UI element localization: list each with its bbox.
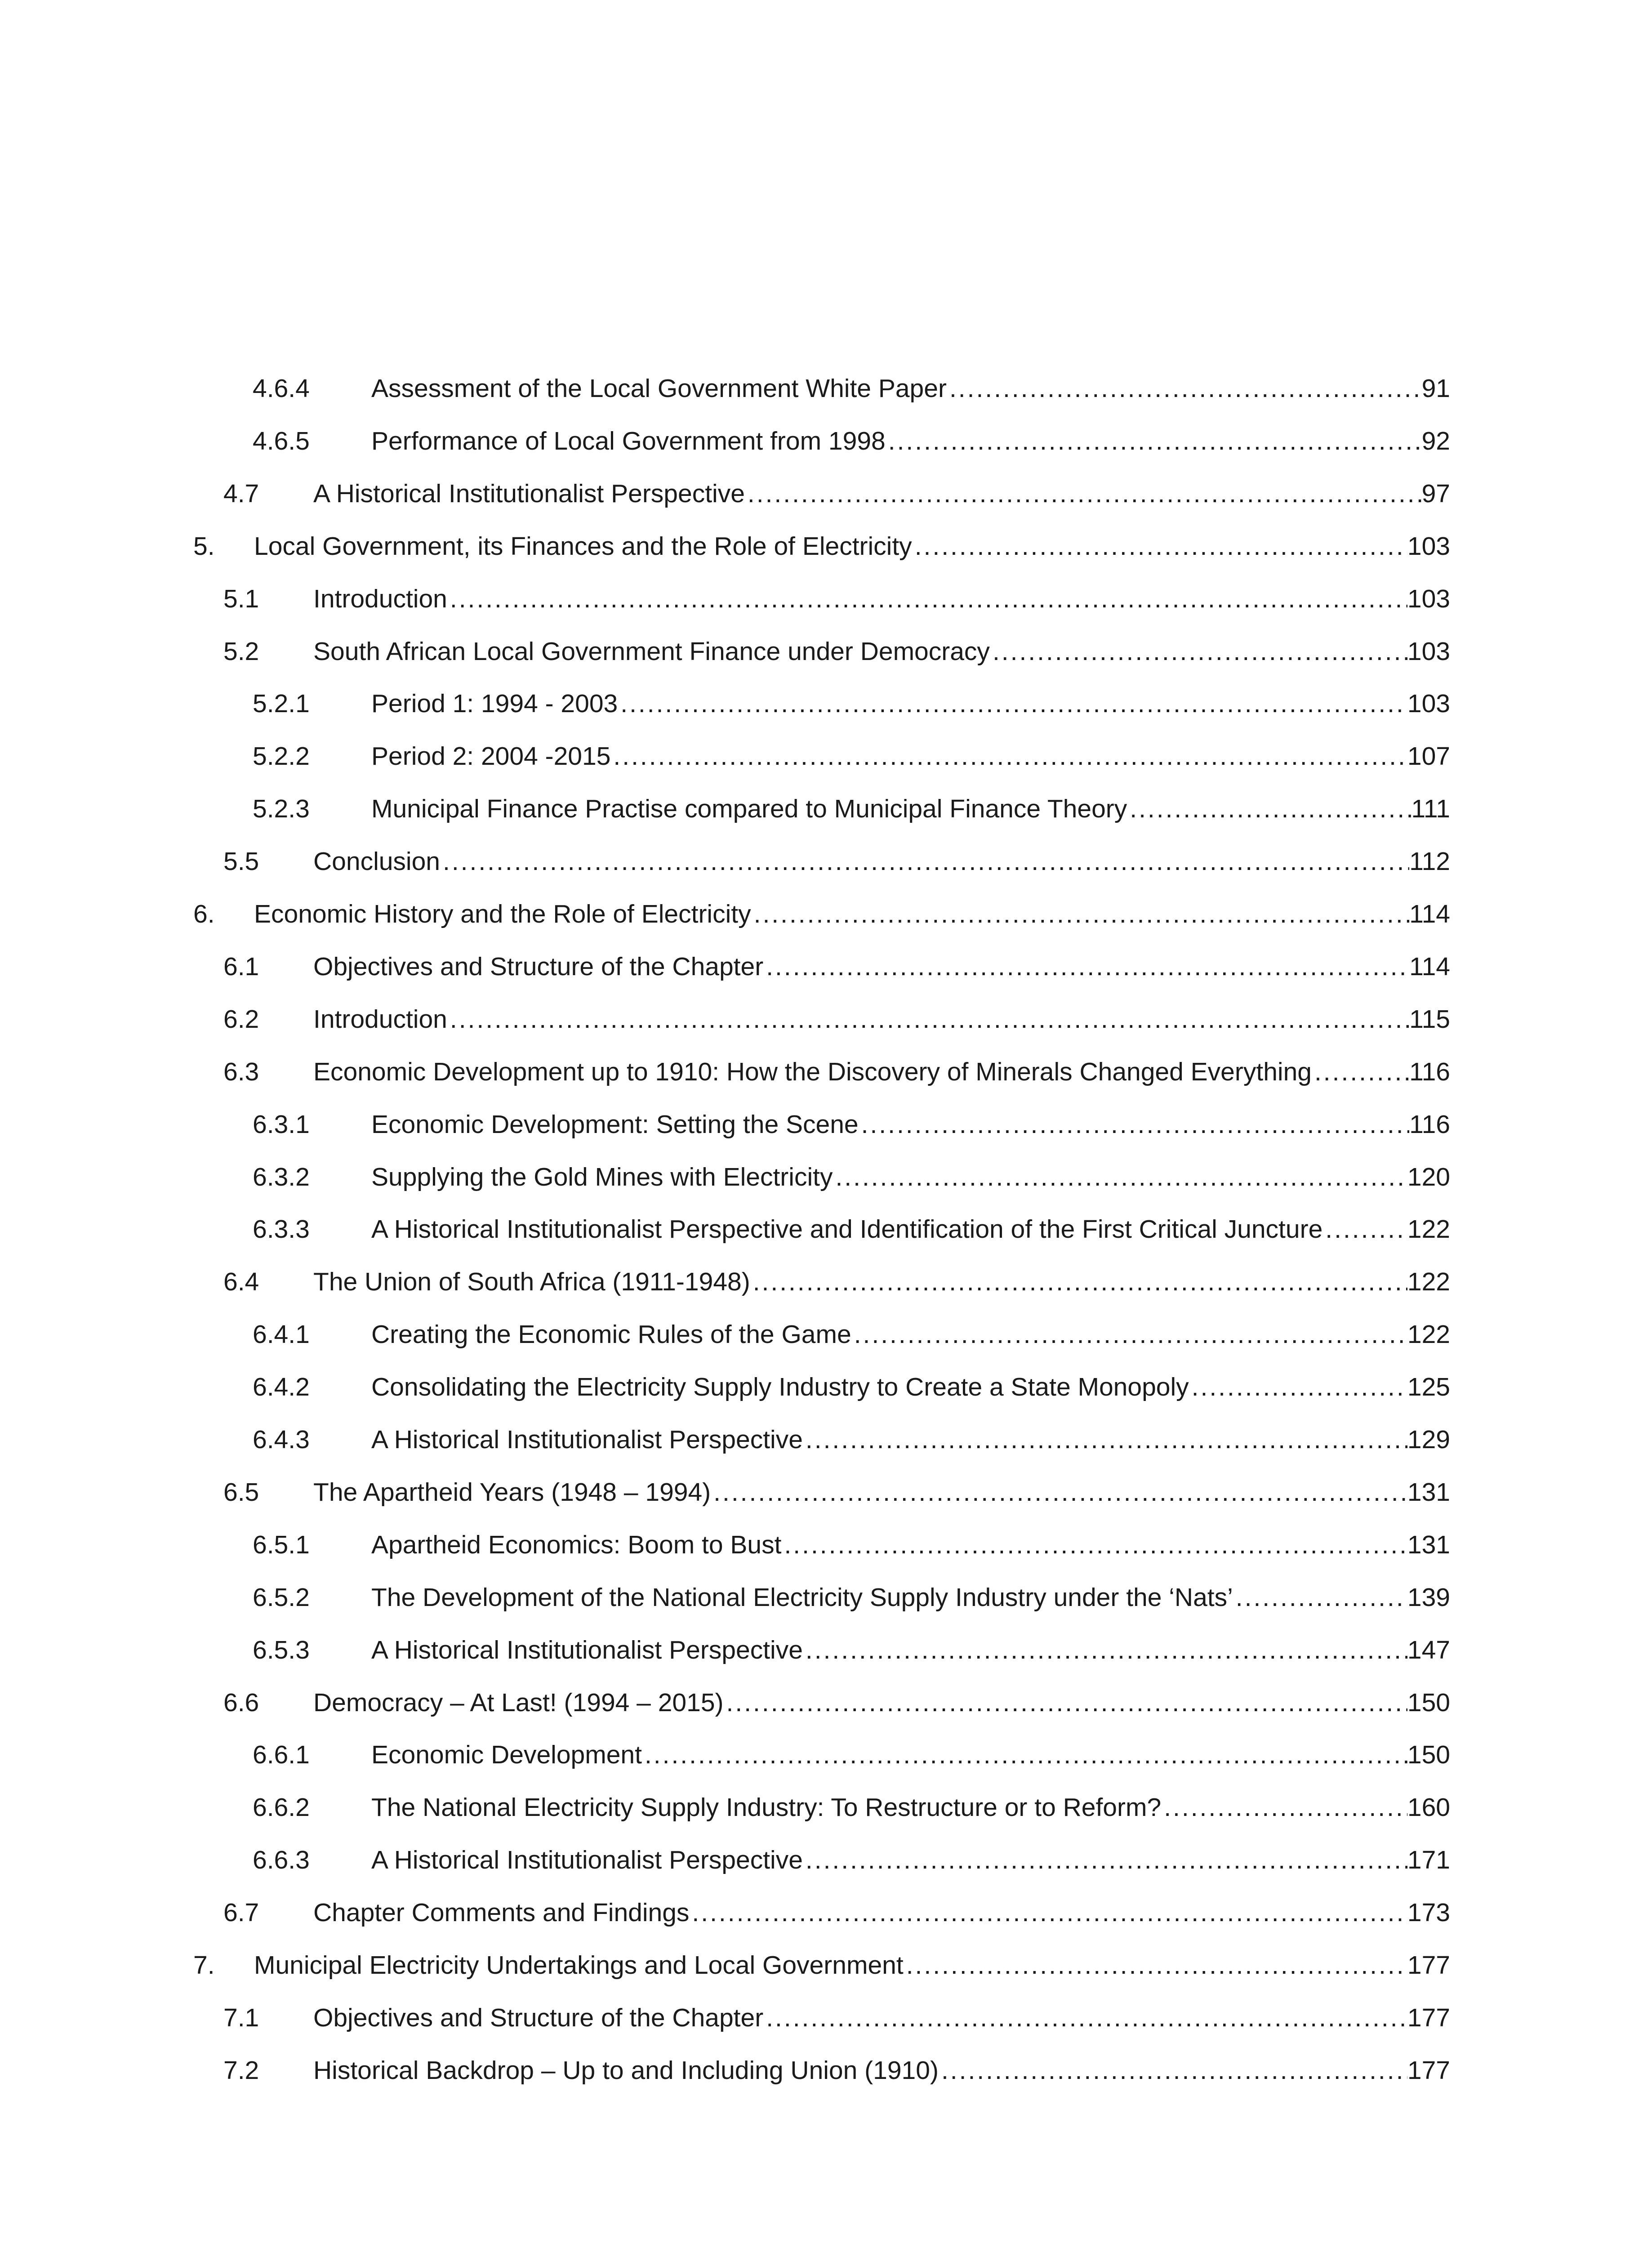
toc-entry[interactable]	[0, 1729, 1450, 1781]
dot-leader	[939, 2044, 1407, 2096]
toc-entry-page: 92	[1421, 427, 1450, 455]
toc-entry[interactable]	[0, 2044, 1450, 2096]
toc-entry-page: 111	[1411, 794, 1450, 823]
dot-leader	[904, 1939, 1407, 1991]
toc-entry-number: 5.1	[223, 584, 259, 613]
toc-entry-title: Municipal Finance Practise compared to Municipal Finance Theory	[371, 794, 1127, 823]
toc-entry-number: 6.5.1	[253, 1530, 310, 1559]
toc-entry-number: 6.6.1	[253, 1740, 310, 1769]
toc-entry-title: Economic Development up to 1910: How the Discovery of Minerals Changed Everything	[313, 1057, 1312, 1086]
toc-entry-page: 173	[1407, 1898, 1450, 1927]
toc-entry-page: 171	[1407, 1846, 1450, 1874]
dot-leader	[763, 941, 1409, 993]
dot-leader	[618, 678, 1407, 730]
toc-entry-title: Economic History and the Role of Electricity	[254, 900, 751, 928]
toc-entry-number: 5.2.1	[253, 689, 310, 718]
toc-entry-number: 6.5.2	[253, 1583, 310, 1612]
toc-entry-title: Economic Development: Setting the Scene	[371, 1110, 859, 1139]
toc-entry-page: 114	[1409, 900, 1450, 928]
toc-entry[interactable]	[0, 1308, 1450, 1360]
toc-entry-number: 6.3.1	[253, 1110, 310, 1139]
dot-leader	[711, 1466, 1407, 1518]
toc-entry-title: Local Government, its Finances and the Role of Electricity	[254, 532, 912, 561]
toc-entry[interactable]	[0, 1151, 1450, 1203]
toc-entry-page: 114	[1409, 952, 1450, 981]
toc-entry-page: 129	[1407, 1425, 1450, 1454]
toc-entry-number: 6.4.1	[253, 1320, 310, 1349]
toc-entry-title: Performance of Local Government from 1998	[371, 427, 886, 455]
toc-entry[interactable]	[0, 888, 1450, 940]
toc-entry[interactable]	[0, 993, 1450, 1045]
toc-entry[interactable]	[0, 835, 1450, 888]
dot-leader	[750, 1256, 1407, 1308]
toc-entry-title: The Apartheid Years (1948 – 1994)	[313, 1478, 711, 1507]
toc-entry-title: Chapter Comments and Findings	[313, 1898, 690, 1927]
toc-entry-page: 91	[1421, 374, 1450, 403]
toc-entry-title: A Historical Institutionalist Perspective	[371, 1425, 803, 1454]
toc-entry-number: 4.7	[223, 479, 259, 508]
toc-entry-title: Municipal Electricity Undertakings and Local Government	[254, 1951, 904, 1980]
toc-entry-number: 6.1	[223, 952, 259, 981]
toc-entry-page: 116	[1409, 1057, 1450, 1086]
toc-entry[interactable]	[0, 783, 1450, 835]
toc-entry[interactable]	[0, 1781, 1450, 1833]
toc-entry-number: 7.	[193, 1951, 215, 1980]
toc-entry[interactable]	[0, 941, 1450, 993]
toc-entry-number: 6.	[193, 900, 215, 928]
toc-entry[interactable]	[0, 678, 1450, 730]
dot-leader	[1322, 1203, 1407, 1255]
toc-entry[interactable]	[0, 1992, 1450, 2044]
toc-entry-title: Period 2: 2004 -2015	[371, 742, 611, 771]
toc-entry-page: 131	[1407, 1530, 1450, 1559]
toc-entry-number: 6.6.3	[253, 1846, 310, 1874]
toc-entry-number: 5.2	[223, 637, 259, 666]
dot-leader	[751, 888, 1410, 940]
dot-leader	[1161, 1781, 1407, 1833]
toc-entry-title: Economic Development	[371, 1740, 642, 1769]
toc-entry-page: 103	[1407, 584, 1450, 613]
toc-entry-number: 6.3.3	[253, 1215, 310, 1244]
dot-leader	[440, 835, 1409, 888]
toc-entry-number: 6.6.2	[253, 1793, 310, 1822]
toc-entry-title: Historical Backdrop – Up to and Including Union (1910)	[313, 2056, 939, 2085]
toc-entry[interactable]	[0, 1361, 1450, 1413]
dot-leader	[1312, 1046, 1409, 1098]
toc-entry-title: Assessment of the Local Government White Paper	[371, 374, 947, 403]
toc-entry-title: Democracy – At Last! (1994 – 2015)	[313, 1688, 724, 1717]
toc-entry-title: Introduction	[313, 1005, 447, 1034]
toc-entry-number: 6.4	[223, 1267, 259, 1296]
toc-entry-page: 122	[1407, 1215, 1450, 1244]
dot-leader	[990, 625, 1407, 678]
toc-entry-title: A Historical Institutionalist Perspective and Identification of the First Critical Juncture	[371, 1215, 1323, 1244]
dot-leader	[689, 1887, 1407, 1939]
toc-entry-number: 6.7	[223, 1898, 259, 1927]
toc-entry-page: 122	[1407, 1320, 1450, 1349]
dot-leader	[1127, 783, 1411, 835]
toc-entry-title: Supplying the Gold Mines with Electricity	[371, 1163, 833, 1191]
toc-entry-number: 5.5	[223, 847, 259, 876]
toc-entry[interactable]	[0, 1203, 1450, 1255]
toc-entry[interactable]	[0, 1834, 1450, 1886]
dot-leader	[745, 468, 1422, 520]
toc-entry-number: 5.2.2	[253, 742, 310, 771]
toc-entry-page: 177	[1407, 2056, 1450, 2085]
toc-entry-title: The Development of the National Electricity Supply Industry under the ‘Nats’	[371, 1583, 1233, 1612]
toc-entry-page: 125	[1407, 1373, 1450, 1401]
toc-entry[interactable]	[0, 1887, 1450, 1939]
toc-entry-page: 120	[1407, 1163, 1450, 1191]
toc-entry-title: Introduction	[313, 584, 447, 613]
toc-entry[interactable]	[0, 520, 1450, 572]
toc-entry-page: 112	[1409, 847, 1450, 876]
toc-entry-number: 7.1	[223, 2003, 259, 2032]
toc-entry-page: 147	[1407, 1636, 1450, 1664]
dot-leader	[851, 1308, 1407, 1360]
dot-leader	[886, 415, 1422, 467]
dot-leader	[447, 993, 1409, 1045]
toc-entry[interactable]	[0, 1939, 1450, 1991]
dot-leader	[833, 1151, 1407, 1203]
toc-entry[interactable]	[0, 1519, 1450, 1571]
toc-entry-page: 107	[1407, 742, 1450, 771]
dot-leader	[803, 1834, 1407, 1886]
toc-entry-title: The Union of South Africa (1911-1948)	[313, 1267, 750, 1296]
toc-entry-title: South African Local Government Finance under Democracy	[313, 637, 990, 666]
dot-leader	[947, 362, 1422, 415]
toc-entry-title: Objectives and Structure of the Chapter	[313, 2003, 764, 2032]
dot-leader	[1233, 1571, 1407, 1624]
toc-entry-number: 5.	[193, 532, 215, 561]
toc-entry-number: 6.5.3	[253, 1636, 310, 1664]
toc-entry[interactable]	[0, 1677, 1450, 1729]
toc-entry[interactable]	[0, 362, 1450, 415]
toc-entry-number: 6.4.2	[253, 1373, 310, 1401]
toc-entry-title: Objectives and Structure of the Chapter	[313, 952, 764, 981]
toc-entry-number: 6.2	[223, 1005, 259, 1034]
toc-entry[interactable]	[0, 1571, 1450, 1624]
toc-entry-page: 116	[1409, 1110, 1450, 1139]
toc-entry-number: 7.2	[223, 2056, 259, 2085]
dot-leader	[803, 1414, 1407, 1466]
dot-leader	[912, 520, 1407, 572]
toc-entry-page: 177	[1407, 1951, 1450, 1980]
toc-entry-title: A Historical Institutionalist Perspective	[371, 1846, 803, 1874]
toc-entry[interactable]	[0, 1046, 1450, 1098]
toc-entry-page: 103	[1407, 689, 1450, 718]
toc-entry[interactable]	[0, 468, 1450, 520]
dot-leader	[803, 1624, 1407, 1676]
toc-entry-number: 6.4.3	[253, 1425, 310, 1454]
toc-entry[interactable]	[0, 1624, 1450, 1676]
toc-entry[interactable]	[0, 1256, 1450, 1308]
toc-entry-page: 160	[1407, 1793, 1450, 1822]
toc-entry-page: 97	[1421, 479, 1450, 508]
toc-entry-title: Period 1: 1994 - 2003	[371, 689, 618, 718]
toc-entry-number: 6.5	[223, 1478, 259, 1507]
toc-entry-number: 4.6.5	[253, 427, 310, 455]
toc-entry-page: 103	[1407, 532, 1450, 561]
dot-leader	[642, 1729, 1407, 1781]
toc-entry-page: 115	[1409, 1005, 1450, 1034]
dot-leader	[610, 730, 1407, 782]
toc-entry-page: 139	[1407, 1583, 1450, 1612]
toc-entry-page: 150	[1407, 1740, 1450, 1769]
toc-entry-page: 122	[1407, 1267, 1450, 1296]
dot-leader	[1189, 1361, 1407, 1413]
toc-entry[interactable]	[0, 1466, 1450, 1518]
toc-entry-title: Creating the Economic Rules of the Game	[371, 1320, 851, 1349]
dot-leader	[763, 1992, 1407, 2044]
toc-entry-page: 150	[1407, 1688, 1450, 1717]
toc-entry-title: Consolidating the Electricity Supply Industry to Create a State Monopoly	[371, 1373, 1189, 1401]
toc-entry-number: 6.6	[223, 1688, 259, 1717]
dot-leader	[781, 1519, 1407, 1571]
toc-entry[interactable]	[0, 1098, 1450, 1151]
toc-entry-title: A Historical Institutionalist Perspective	[313, 479, 745, 508]
toc-entry-number: 5.2.3	[253, 794, 310, 823]
toc-entry[interactable]	[0, 415, 1450, 467]
dot-leader	[724, 1677, 1407, 1729]
toc-entry-title: The National Electricity Supply Industry: To Restructure or to Reform?	[371, 1793, 1162, 1822]
toc-entry-page: 103	[1407, 637, 1450, 666]
toc-entry-page: 131	[1407, 1478, 1450, 1507]
toc-entry-page: 177	[1407, 2003, 1450, 2032]
toc-entry-number: 6.3	[223, 1057, 259, 1086]
toc-entry[interactable]	[0, 573, 1450, 625]
toc-entry-title: Apartheid Economics: Boom to Bust	[371, 1530, 782, 1559]
toc-entry[interactable]	[0, 730, 1450, 782]
toc-entry[interactable]	[0, 1414, 1450, 1466]
toc-entry-title: A Historical Institutionalist Perspective	[371, 1636, 803, 1664]
dot-leader	[447, 573, 1407, 625]
toc-entry[interactable]	[0, 625, 1450, 678]
toc-entry-number: 4.6.4	[253, 374, 310, 403]
toc-entry-number: 6.3.2	[253, 1163, 310, 1191]
toc-entry-title: Conclusion	[313, 847, 440, 876]
dot-leader	[859, 1098, 1410, 1151]
